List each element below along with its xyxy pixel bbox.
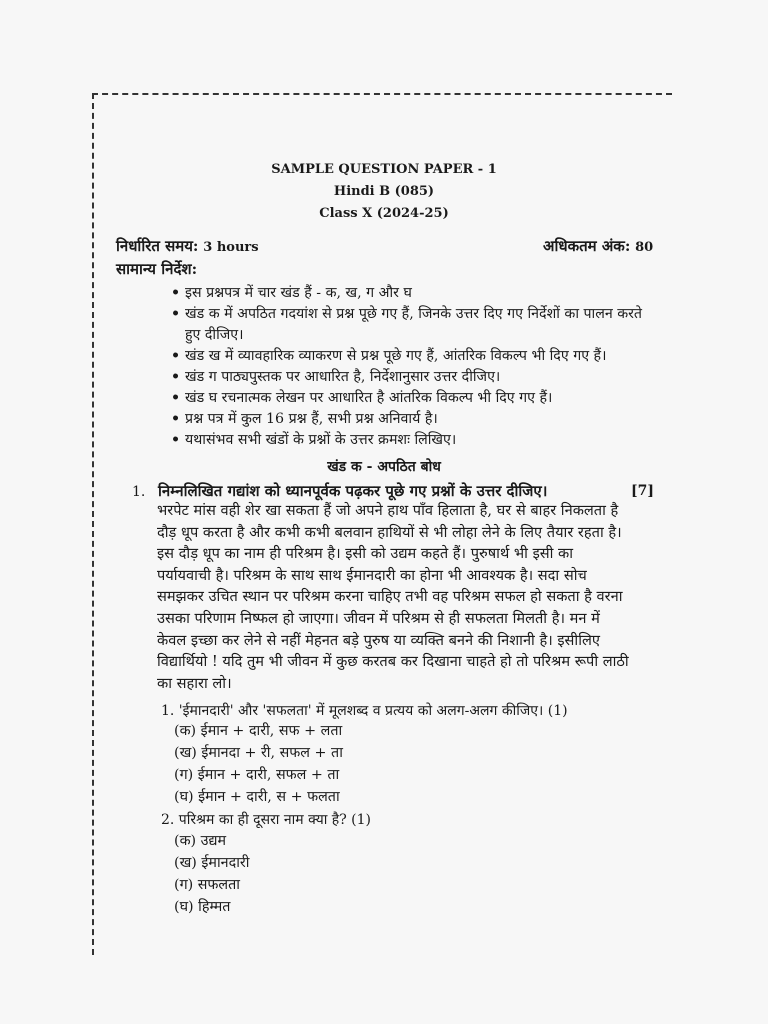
time-value: 3 hours <box>203 240 259 255</box>
passage-line: केवल इच्छा कर लेने से नहीं मेहनत बड़े पुरुष या व्यक्ति बनने की निशानी है। इसीलिए <box>157 631 600 649</box>
sub-question-2: 2. परिश्रम का ही दूसरा नाम क्या है? (1) <box>161 812 372 828</box>
question-text: निम्नलिखित गद्यांश को ध्यानपूर्वक पढ़कर पूछे गए प्रश्नों के उत्तर दीजिए। <box>158 482 548 500</box>
instruction-item: • खंड घ रचनात्मक लेखन पर आधारित है आंतरिक विकल्प भी दिए गए हैं। <box>171 388 661 409</box>
option-1b: (ख) ईमानदा + री, सफल + ता <box>174 745 343 761</box>
paper-subject: Hindi B (085) <box>333 184 435 199</box>
section-title: खंड क - अपठित बोध <box>327 459 441 475</box>
paper-title: SAMPLE QUESTION PAPER - 1 <box>271 162 497 177</box>
instruction-item: • खंड क में अपठित गदयांश से प्रश्न पूछे गए हैं, जिनके उत्तर दिए गए निर्देशों का पालन करते हुए दीजिए। <box>171 304 661 346</box>
option-2c: (ग) सफलता <box>174 877 240 893</box>
instruction-item: • खंड ग पाठ्यपुस्तक पर आधारित है, निर्देशानुसार उत्तर दीजिए। <box>171 367 661 388</box>
question-number: 1. <box>132 484 146 500</box>
option-1d: (घ) ईमान + दारी, स + फलता <box>174 789 340 805</box>
option-1a: (क) ईमान + दारी, सफ + लता <box>174 723 343 739</box>
time-allowed <box>116 236 259 256</box>
option-2a: (क) उद्यम <box>174 833 227 849</box>
option-2b: (ख) ईमानदारी <box>174 855 250 871</box>
question-marks: [7] <box>631 483 654 499</box>
passage <box>157 500 629 694</box>
passage-line: उसका परिणाम निष्फल हो जाएगा। जीवन में परिश्रम से ही सफलता मिलती है। मन में <box>157 609 600 627</box>
max-marks <box>543 236 653 256</box>
marks-label: अधिकतम अंक: <box>543 237 631 255</box>
marks-value: 80 <box>635 240 654 255</box>
instruction-item: • खंड ख में व्यावहारिक व्याकरण से प्रश्न पूछे गए हैं, आंतरिक विकल्प भी दिए गए हैं। <box>171 346 661 367</box>
passage-line: विद्यार्थियो ! यदि तुम भी जीवन में कुछ करतब कर दिखाना चाहते हो तो परिश्रम रूपी लाठी <box>157 653 629 671</box>
time-label: निर्धारित समय: <box>116 237 199 255</box>
option-2d: (घ) हिम्मत <box>174 899 231 915</box>
instructions-heading: सामान्य निर्देश: <box>116 260 198 278</box>
instruction-item: • प्रश्न पत्र में कुल 16 प्रश्न हैं, सभी प्रश्न अनिवार्य है। <box>171 409 661 430</box>
instruction-item: • इस प्रश्नपत्र में चार खंड हैं - क, ख, ग और घ <box>171 283 661 304</box>
option-1c: (ग) ईमान + दारी, सफल + ता <box>174 767 340 783</box>
instructions-list <box>171 283 661 451</box>
passage-line: दौड़ धूप करता है और कभी कभी बलवान हाथियों से भी लोहा लेने के लिए तैयार रहता है। <box>157 523 622 541</box>
passage-line: इस दौड़ धूप का नाम ही परिश्रम है। इसी को उद्यम कहते हैं। पुरुषार्थ भी इसी का <box>157 545 574 563</box>
sub-question-1: 1. 'ईमानदारी' और 'सफलता' में मूलशब्द व प्रत्यय को अलग-अलग कीजिए। (1) <box>161 703 568 719</box>
passage-line: का सहारा लो। <box>157 674 232 692</box>
passage-line: समझकर उचित स्थान पर परिश्रम करना चाहिए तभी वह परिश्रम सफल हो सकता है वरना <box>157 588 623 606</box>
passage-line: भरपेट मांस वही शेर खा सकता हैं जो अपने हाथ पाँव हिलाता है, घर से बाहर निकलता है <box>157 502 619 519</box>
instruction-item: • यथासंभव सभी खंडों के प्रश्नों के उत्तर क्रमशः लिखिए। <box>171 430 661 451</box>
paper-class: Class X (2024-25) <box>319 206 449 221</box>
passage-line: पर्यायवाची है। परिश्रम के साथ साथ ईमानदारी का होना भी आवश्यक है। सदा सोच <box>157 566 587 584</box>
